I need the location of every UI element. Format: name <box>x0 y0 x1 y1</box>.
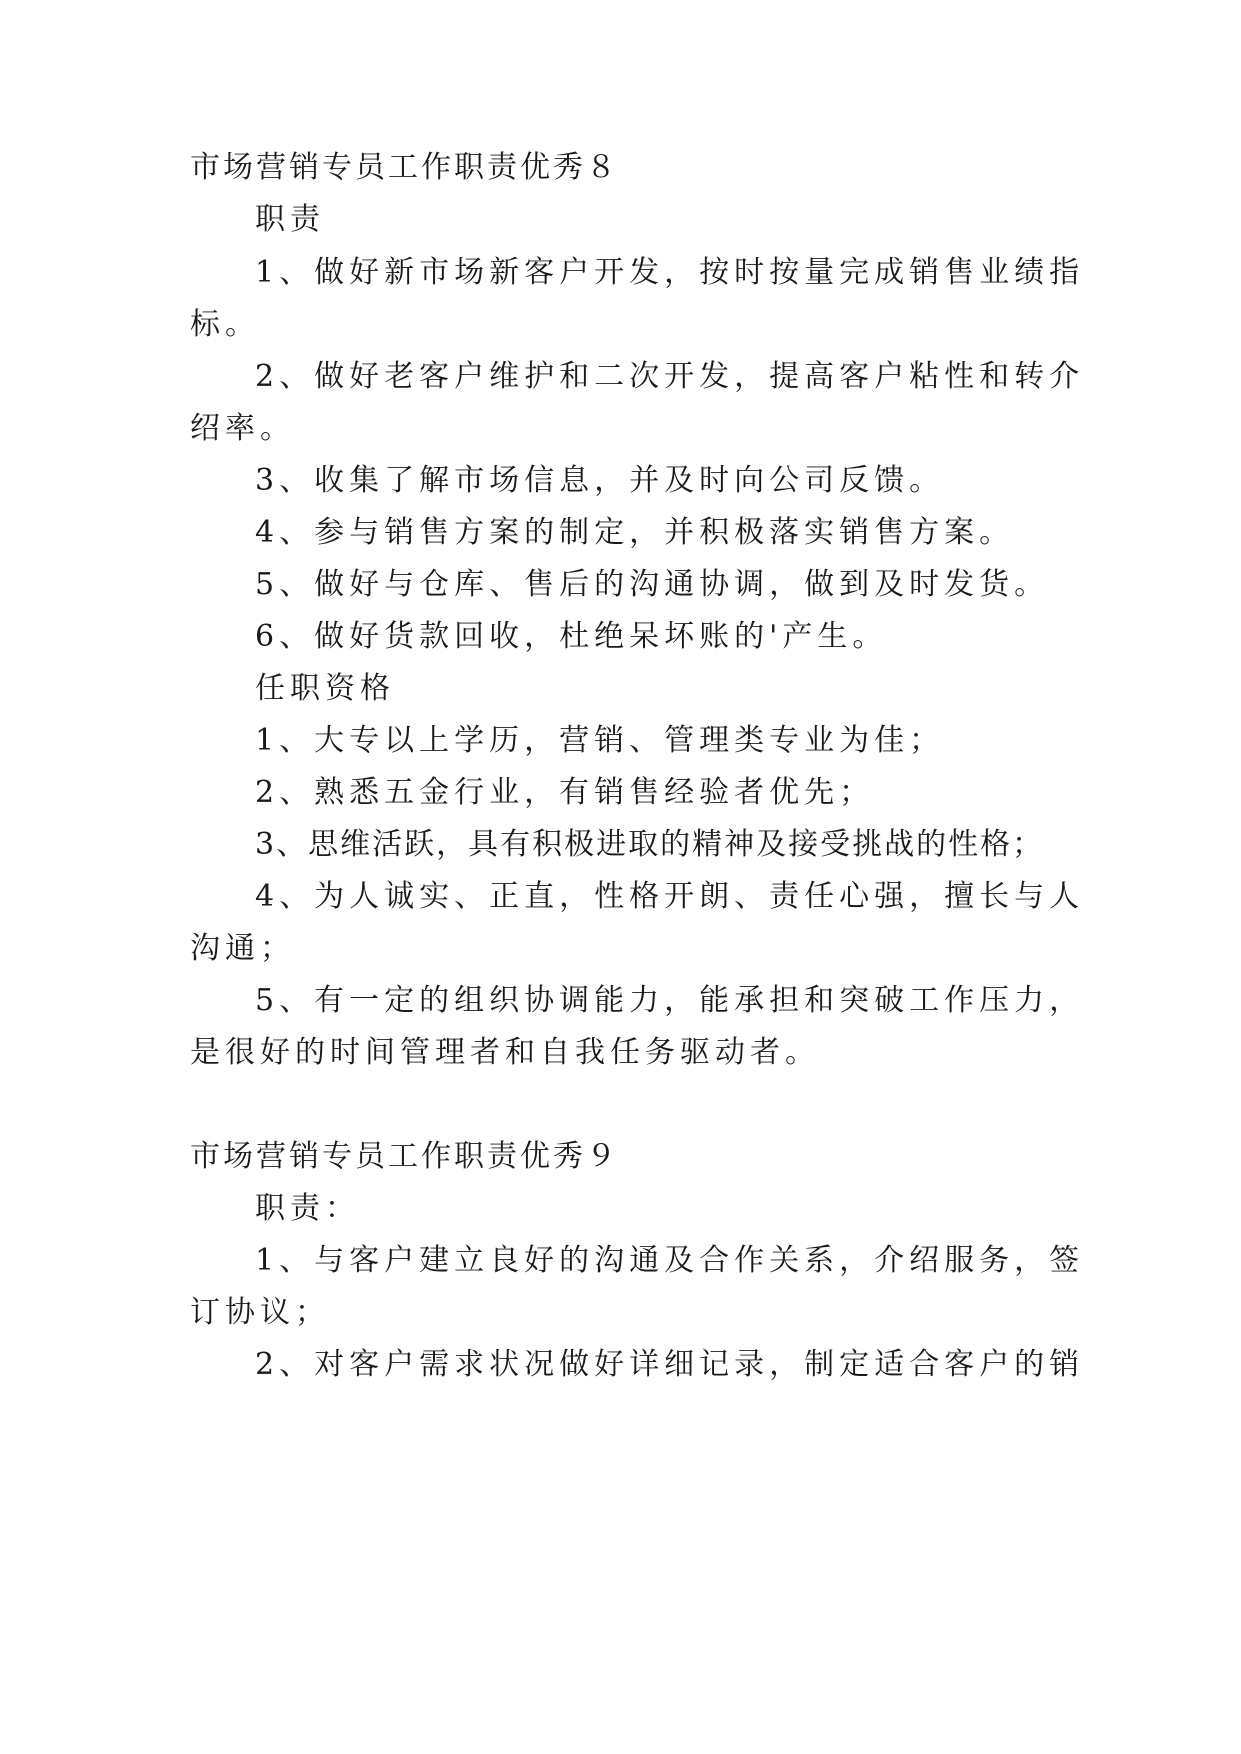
duty-item-1-line2: 标。 <box>190 307 260 342</box>
qualification-item-5-line1: 5、有一定的组织协调能力，能承担和突破工作压力， <box>255 983 1085 1018</box>
section-9-title: 市场营销专员工作职责优秀９ <box>190 1139 619 1174</box>
qualification-item-1: 1、大专以上学历，营销、管理类专业为佳； <box>255 723 945 758</box>
qualification-item-2: 2、熟悉五金行业，有销售经验者优先； <box>255 775 875 810</box>
duty9-item-1-line1: 1、与客户建立良好的沟通及合作关系，介绍服务，签 <box>255 1243 1085 1278</box>
duty-item-3: 3、收集了解市场信息，并及时向公司反馈。 <box>255 463 945 498</box>
qualifications-heading: 任职资格 <box>255 671 395 706</box>
duties-heading-9: 职责： <box>255 1191 360 1226</box>
duty-item-1-line1: 1、做好新市场新客户开发，按时按量完成销售业绩指 <box>255 255 1085 290</box>
qualification-item-4-line1: 4、为人诚实、正直，性格开朗、责任心强，擅长与人 <box>255 879 1085 914</box>
duty-item-5: 5、做好与仓库、售后的沟通协调，做到及时发货。 <box>255 567 1050 602</box>
duties-heading: 职责 <box>255 202 325 237</box>
qualification-item-5-line2: 是很好的时间管理者和自我任务驱动者。 <box>190 1035 820 1070</box>
duty-item-4: 4、参与销售方案的制定，并积极落实销售方案。 <box>255 515 1015 550</box>
duty9-item-1-line2: 订协议； <box>190 1295 330 1330</box>
duty-item-6: 6、做好货款回收，杜绝呆坏账的'产生。 <box>255 619 888 654</box>
qualification-item-3: 3、思维活跃，具有积极进取的精神及接受挑战的性格； <box>255 827 1045 862</box>
duty-item-2-line2: 绍率。 <box>190 411 295 446</box>
duty9-item-2-line1: 2、对客户需求状况做好详细记录，制定适合客户的销 <box>255 1347 1085 1382</box>
section-8-title: 市场营销专员工作职责优秀８ <box>190 150 619 185</box>
duty-item-2-line1: 2、做好老客户维护和二次开发，提高客户粘性和转介 <box>255 359 1085 394</box>
qualification-item-4-line2: 沟通； <box>190 931 295 966</box>
